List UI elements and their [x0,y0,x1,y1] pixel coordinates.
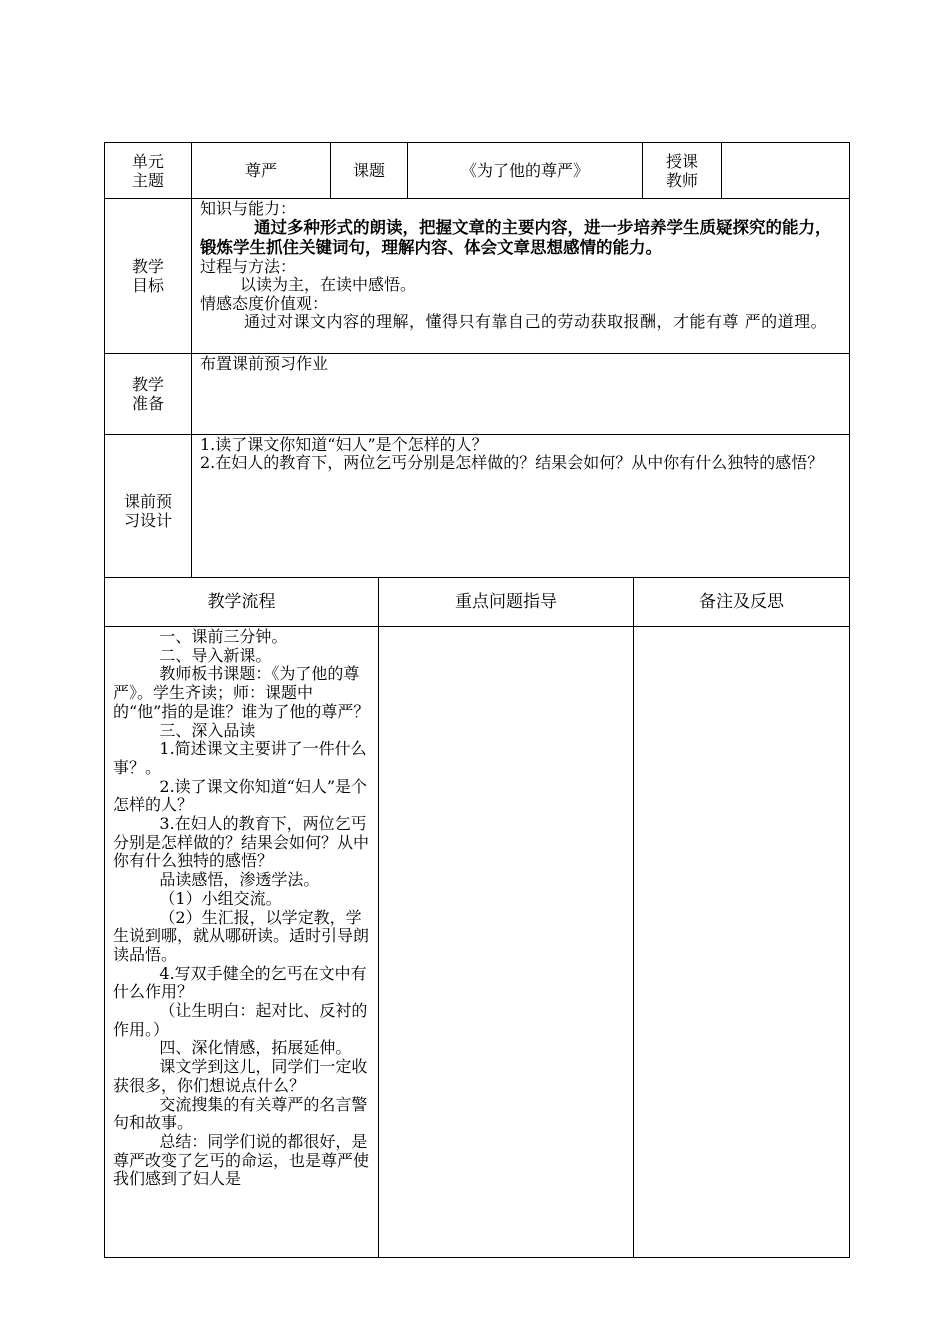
teacher-value [722,143,849,198]
process-line: 2.读了课文你知道“妇人”是个怎样的人？ [113,776,368,815]
teacher-label: 授课 教师 [665,151,698,190]
process-line: （2）生汇报，以学定教，学生说到哪，就从哪研读。适时引导朗读品悟。 [113,907,370,964]
goal-heading-process: 过程与方法： [200,257,297,277]
process-line: 3.在妇人的教育下，两位乞丐分别是怎样做的？结果会如何？从中你有什么独特的感悟？ [113,814,370,871]
teaching-goals-label: 教学 目标 [131,257,164,295]
goal-process-text: 以读为主，在读中感悟。 [240,275,417,295]
process-line: （1）小组交流。 [159,888,282,908]
lesson-title-value: 《为了他的尊严》 [460,161,589,180]
notes-reflection-header: 备注及反思 [699,591,784,612]
goal-emotion-text: 通过对课文内容的理解，懂得只有靠自己的劳动获取报酬，才能有尊 严的道理。 [244,311,828,331]
preview-design-content [200,436,844,472]
process-line: 交流搜集的有关尊严的名言警句和故事。 [113,1094,368,1133]
process-line: （让生明白：起对比、反衬的作用。） [113,1001,368,1039]
teaching-process-header: 教学流程 [207,591,276,612]
preparation-content: 布置课前预习作业 [200,354,329,373]
process-line: 品读感悟，渗透学法。 [159,870,320,890]
process-line: 教师板书课题：《为了他的尊严》。学生齐读；师：课题中的“他”指的是谁？谁为了他的尊严？ [113,664,370,721]
preview-design-label: 课前预 习设计 [123,492,172,530]
goal-knowledge-text: 通过多种形式的朗读，把握文章的主要内容，进一步培养学生质疑探究的能力，锻炼学生抓住关键词句，理解内容、体会文章思想感情的能力。 [200,218,832,258]
process-line: 1.简述课文主要讲了一件什么事？。 [113,739,367,777]
teaching-process-content [113,628,372,1189]
process-line: 四、深化情感，拓展延伸。 [159,1038,352,1058]
key-questions-header: 重点问题指导 [455,591,557,612]
process-line: 4.写双手健全的乞丐在文中有什么作用？ [113,963,367,1002]
goal-heading-knowledge: 知识与能力： [200,199,297,218]
unit-theme-label: 单元 主题 [131,151,164,190]
process-line: 三、深入品读 [159,720,256,740]
preparation-label: 教学 准备 [131,375,164,413]
process-line: 二、导入新课。 [159,645,272,665]
teaching-goals-content [200,200,844,331]
process-line: 一、课前三分钟。 [159,627,288,646]
process-line: 总结：同学们说的都很好，是尊严改变了乞丐的命运，也是尊严使我们感到了妇人是 [113,1131,370,1189]
lesson-title-label: 课题 [352,161,385,180]
goal-heading-emotion: 情感态度价值观： [200,293,329,313]
preview-question-2: 2.在妇人的教育下，两位乞丐分别是怎样做的？结果会如何？从中你有什么独特的感悟？ [200,453,824,473]
preview-question-1: 1.读了课文你知道“妇人”是个怎样的人？ [200,435,488,454]
unit-theme-value: 尊严 [244,161,277,180]
process-line: 课文学到这儿，同学们一定收获很多，你们想说点什么？ [113,1057,368,1095]
